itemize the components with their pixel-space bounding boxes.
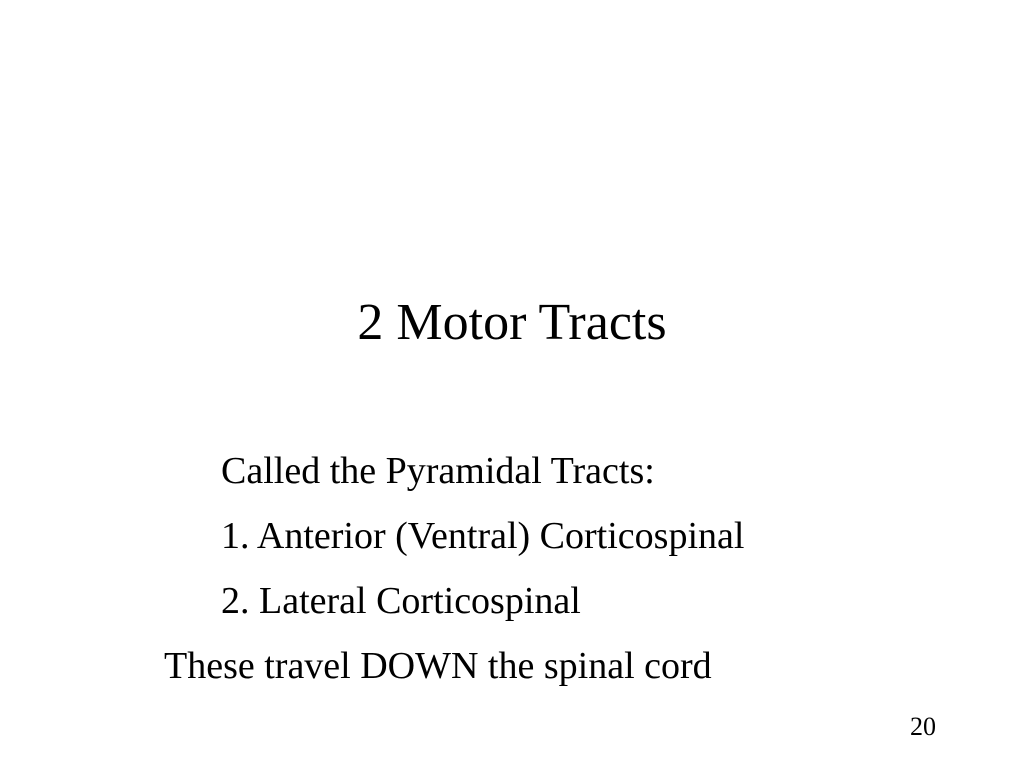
slide-title: 2 Motor Tracts <box>357 294 667 351</box>
body-line-item-1: 1. Anterior (Ventral) Corticospinal <box>221 515 745 557</box>
body-line-intro: Called the Pyramidal Tracts: <box>221 450 655 492</box>
slide-page-number: 20 <box>910 712 936 741</box>
body-line-summary: These travel DOWN the spinal cord <box>164 645 712 687</box>
body-line-item-2: 2. Lateral Corticospinal <box>221 580 581 622</box>
